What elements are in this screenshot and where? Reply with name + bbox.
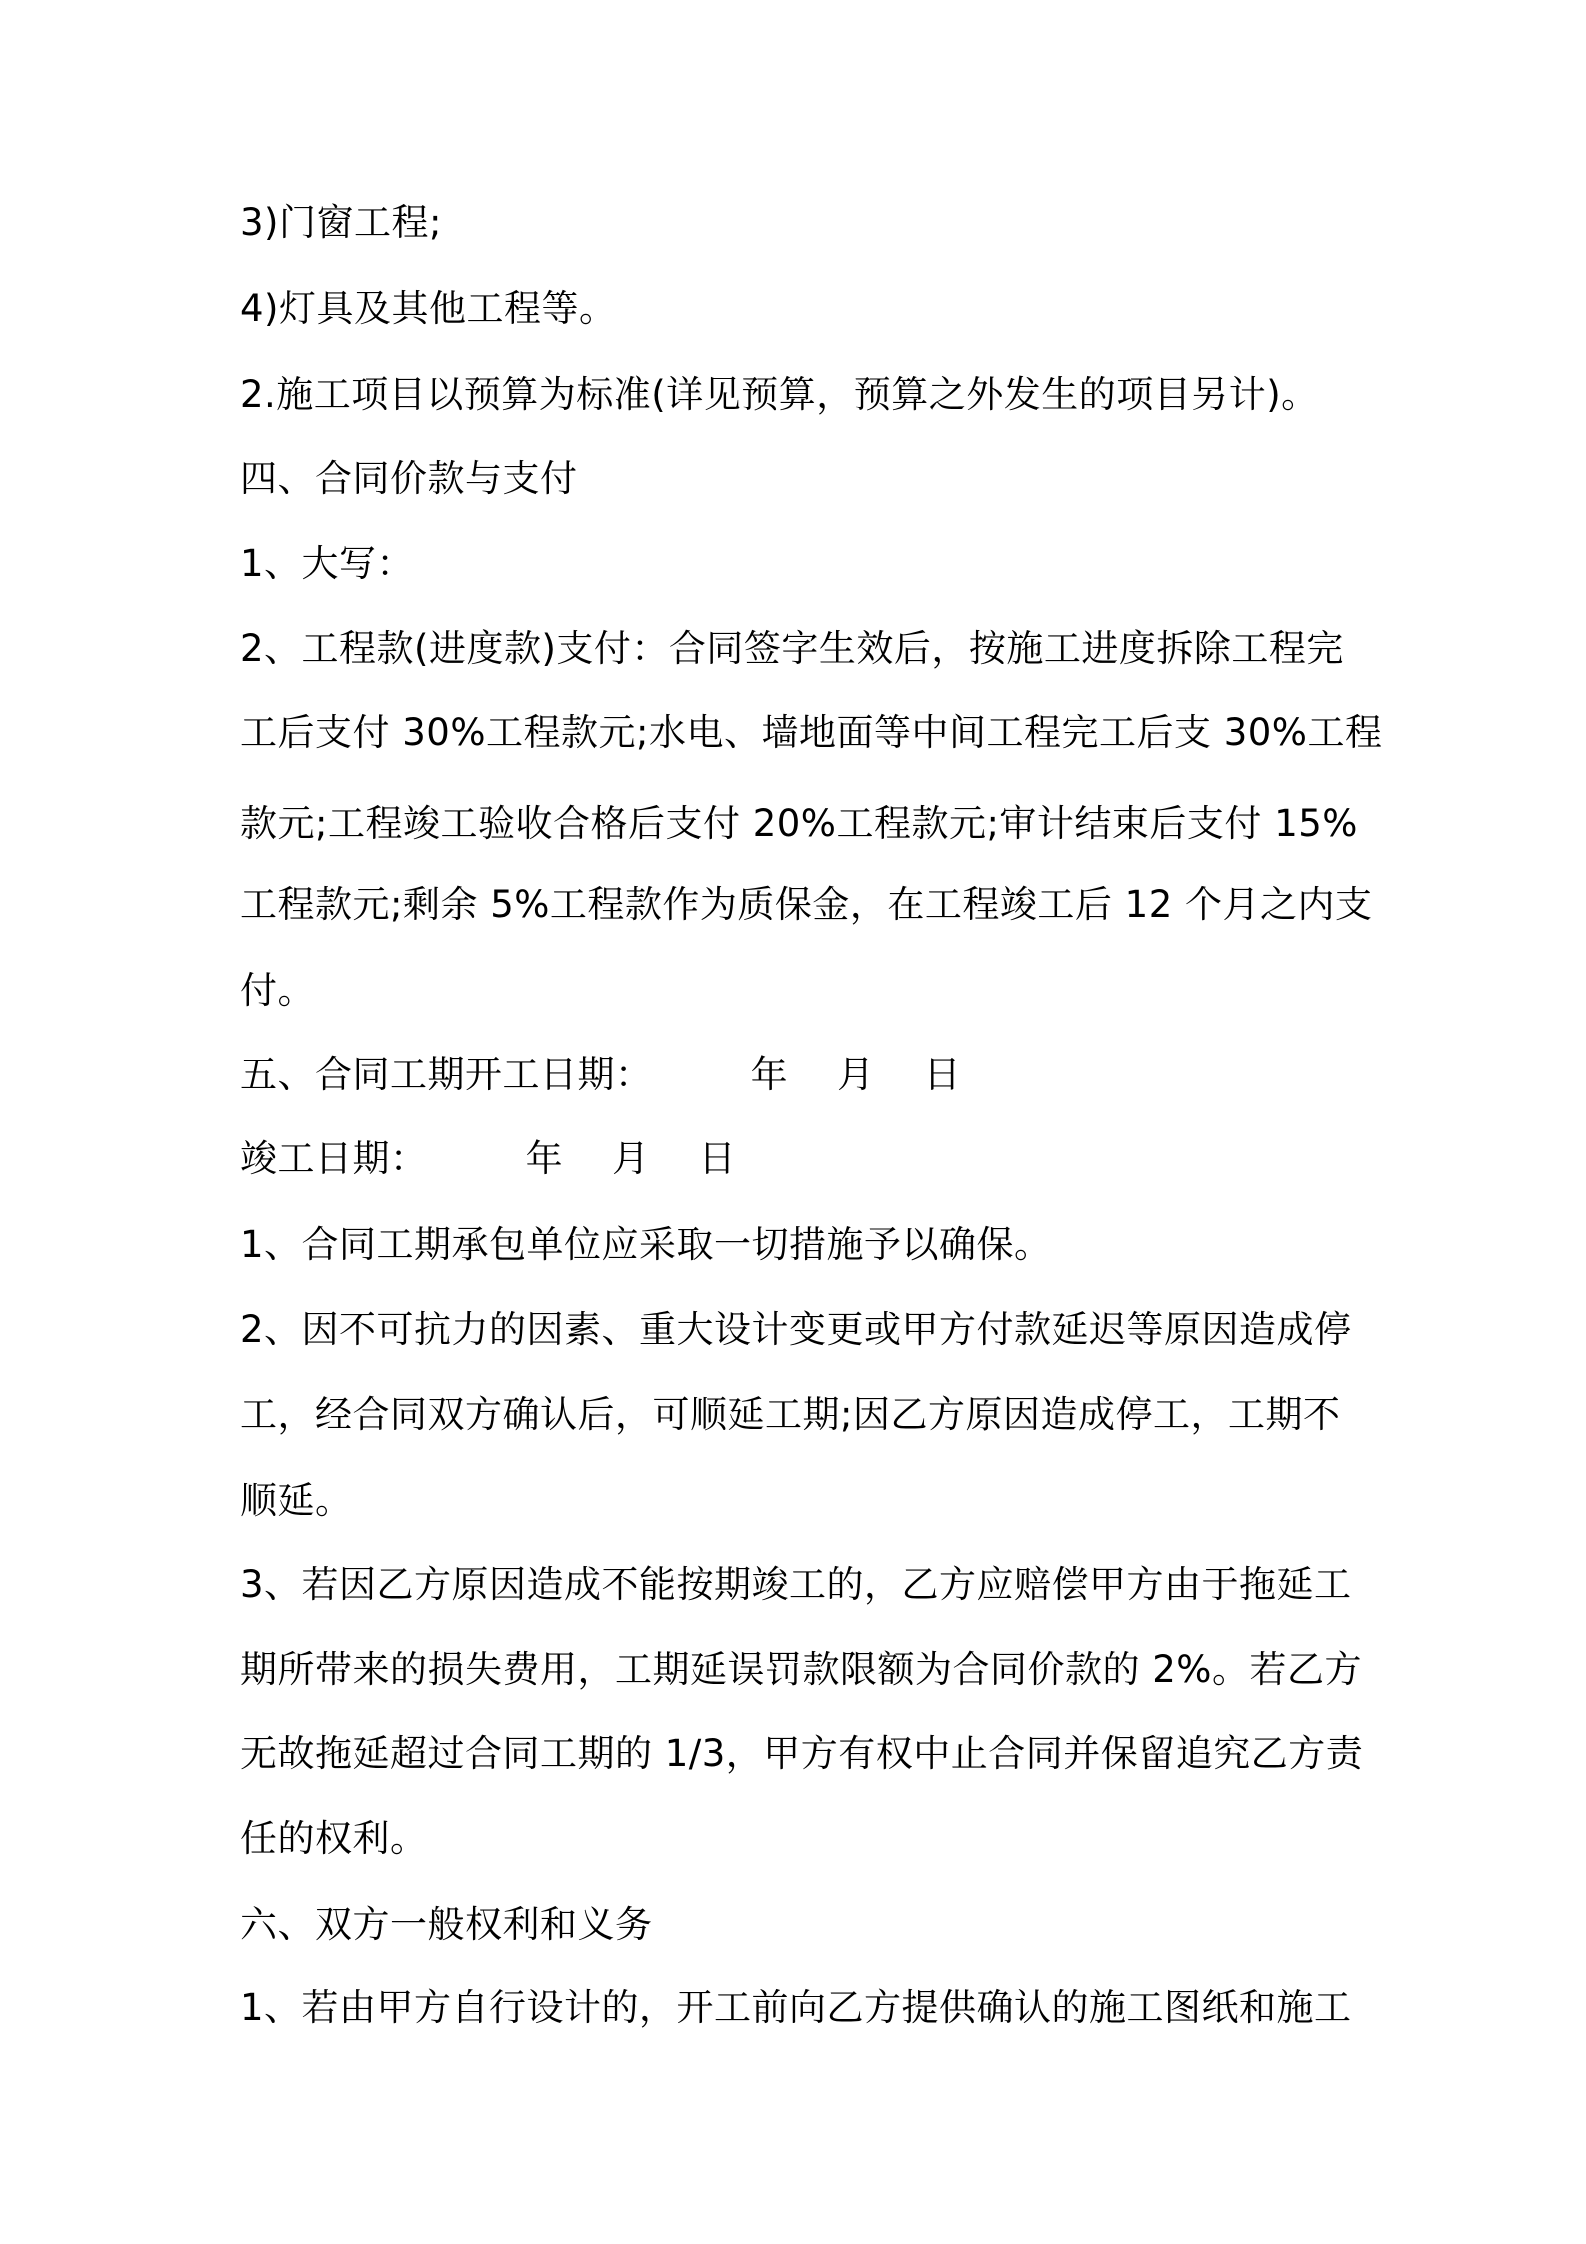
- text-line: 付。: [240, 969, 315, 1012]
- section-heading: 六、双方一般权利和义务: [240, 1903, 653, 1946]
- section-heading: 四、合同价款与支付: [240, 457, 578, 500]
- text-line: 2.施工项目以预算为标准(详见预算，预算之外发生的项目另计)。: [240, 373, 1319, 416]
- text-line: 1、大写：: [240, 542, 415, 585]
- text-line: 3、若因乙方原因造成不能按期竣工的，乙方应赔偿甲方由于拖延工: [240, 1563, 1352, 1606]
- text-line: 无故拖延超过合同工期的 1/3，甲方有权中止合同并保留追究乙方责: [240, 1732, 1364, 1775]
- text-line: 任的权利。: [240, 1817, 428, 1860]
- text-line: 1、若由甲方自行设计的，开工前向乙方提供确认的施工图纸和施工: [240, 1986, 1352, 2029]
- text-line: 款元;工程竣工验收合格后支付 20%工程款元;审计结束后支付 15%: [240, 802, 1358, 845]
- text-line: 3)门窗工程;: [240, 201, 442, 244]
- text-line: 1、合同工期承包单位应采取一切措施予以确保。: [240, 1223, 1052, 1266]
- text-line: 2、因不可抗力的因素、重大设计变更或甲方付款延迟等原因造成停: [240, 1308, 1352, 1351]
- text-line: 4)灯具及其他工程等。: [240, 287, 617, 330]
- text-line: 竣工日期： 年 月 日: [240, 1137, 737, 1180]
- section-heading: 五、合同工期开工日期： 年 月 日: [240, 1053, 962, 1096]
- text-line: 期所带来的损失费用，工期延误罚款限额为合同价款的 2%。若乙方: [240, 1648, 1362, 1691]
- text-line: 工程款元;剩余 5%工程款作为质保金，在工程竣工后 12 个月之内支: [240, 883, 1373, 926]
- text-line: 顺延。: [240, 1479, 353, 1522]
- text-line: 2、工程款(进度款)支付：合同签字生效后，按施工进度拆除工程完: [240, 627, 1344, 670]
- text-line: 工后支付 30%工程款元;水电、墙地面等中间工程完工后支 30%工程: [240, 711, 1383, 754]
- text-line: 工，经合同双方确认后，可顺延工期;因乙方原因造成停工，工期不: [240, 1393, 1341, 1436]
